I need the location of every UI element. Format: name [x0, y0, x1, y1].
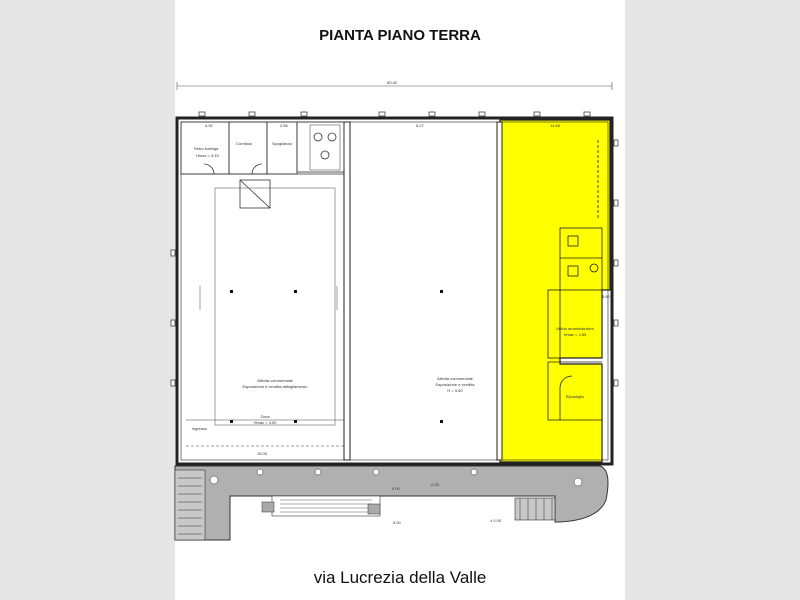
room-ufficio: Ufficio amministrativo — [556, 326, 594, 331]
room-left-main-line1: Attività commerciale — [257, 378, 293, 383]
level-1: 0.00 — [392, 486, 400, 491]
overall-dimension-line — [177, 80, 612, 90]
room-ufficio-height: Hmax = 2.85 — [563, 332, 587, 337]
page-title: PIANTA PIANO TERRA — [319, 27, 481, 44]
room-zona-height: Hmax = 4.00 — [253, 420, 277, 425]
room-retro-bottega-height: Hmax = 3.40 — [196, 153, 219, 158]
dim-top-left-a: 4.92 — [205, 123, 213, 128]
street-caption: via Lucrezia della Valle — [313, 568, 487, 587]
highlighted-unit — [500, 120, 610, 462]
room-center-main-line2: Esposizione e vendita — [435, 382, 475, 387]
structural-columns — [230, 290, 443, 423]
dim-bottom-left: 15.05 — [256, 451, 268, 456]
dim-top-middle: 6.27 — [416, 123, 424, 128]
level-2: -0.20 — [430, 482, 440, 487]
room-ripostiglio: Ripostiglio — [565, 394, 585, 399]
dim-top-left-b: 2.56 — [280, 123, 288, 128]
room-zona: Zona — [260, 414, 270, 419]
room-spogliatoio: Spogliatoio — [272, 141, 292, 146]
party-walls — [344, 122, 502, 460]
dim-top-right: 14.66 — [549, 123, 561, 128]
service-rooms — [181, 122, 344, 208]
room-left-main-line2: Esposizione e vendita abbigliamento — [242, 384, 308, 389]
sidewalk — [175, 466, 608, 540]
room-retro-bottega: Retro bottega — [194, 146, 219, 151]
room-center-main-height: H = 5.50 — [447, 388, 463, 393]
room-ingresso: ingresso — [192, 426, 208, 431]
room-corridoio: Corridoio — [236, 141, 253, 146]
left-unit-interior — [186, 188, 344, 446]
room-center-main-line1: Attività commerciale — [437, 376, 473, 381]
dim-right-small: 5.80 — [602, 294, 610, 299]
overall-dimension: 60.40 — [386, 80, 398, 85]
level-4: 0.00 — [393, 520, 401, 525]
level-3: ± 0.00 — [490, 518, 502, 523]
